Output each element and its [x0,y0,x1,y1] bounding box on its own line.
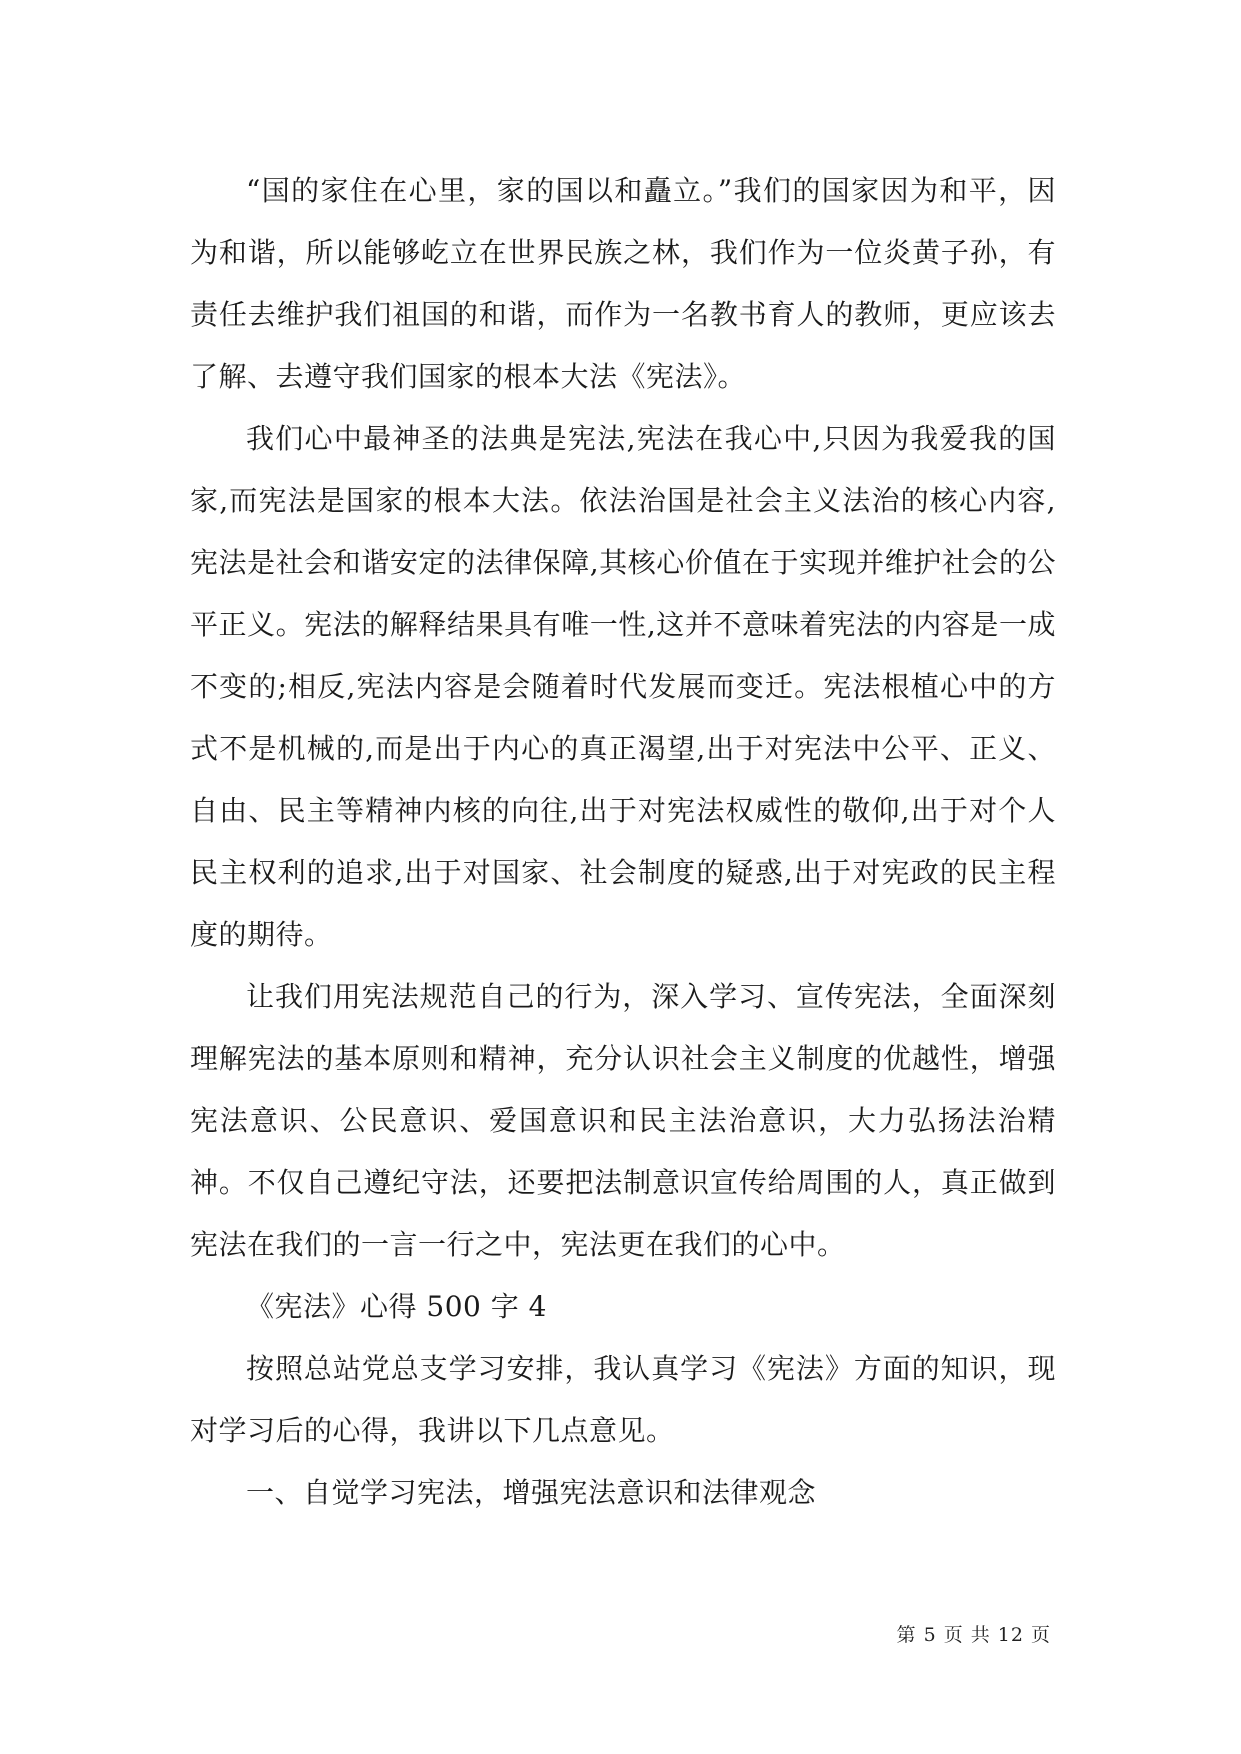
paragraph-4: 按照总站党总支学习安排，我认真学习《宪法》方面的知识，现对学习后的心得，我讲以下几点意见。 [190,1352,1056,1447]
section-heading: 《宪法》心得 500 字 4 [246,1290,547,1323]
paragraph-1: “国的家住在心里，家的国以和矗立。”我们的国家因为和平，因为和谐，所以能够屹立在世界民族之林，我们作为一位炎黄子孙，有责任去维护我们祖国的和谐，而作为一名教书育人的教师，更应该去了解、去遵守我们国家的根本大法《宪法》。 [190,174,1056,393]
subheading: 一、自觉学习宪法，增强宪法意识和法律观念 [246,1476,817,1509]
paragraph-3: 让我们用宪法规范自己的行为，深入学习、宣传宪法，全面深刻理解宪法的基本原则和精神，充分认识社会主义制度的优越性，增强宪法意识、公民意识、爱国意识和民主法治意识，大力弘扬法治精神。不仅自己遵纪守法，还要把法制意识宣传给周围的人，真正做到宪法在我们的一言一行之中，宪法更在我们的心中。 [190,980,1056,1261]
paragraph-2: 我们心中最神圣的法典是宪法,宪法在我心中,只因为我爱我的国家,而宪法是国家的根本大法。依法治国是社会主义法治的核心内容,宪法是社会和谐安定的法律保障,其核心价值在于实现并维护社会的公平正义。宪法的解释结果具有唯一性,这并不意味着宪法的内容是一成不变的;相反,宪法内容是会随着时代发展而变迁。宪法根植心中的方式不是机械的,而是出于内心的真正渴望,出于对宪法中公平、正义、自由、民主等精神内核的向往,出于对宪法权威性的敬仰,出于对个人民主权利的追求,出于对国家、社会制度的疑惑,出于对宪政的民主程度的期待。 [190,422,1056,951]
page-number-footer: 第 5 页 共 12 页 [896,1624,1051,1646]
document-body [190,160,1056,1524]
